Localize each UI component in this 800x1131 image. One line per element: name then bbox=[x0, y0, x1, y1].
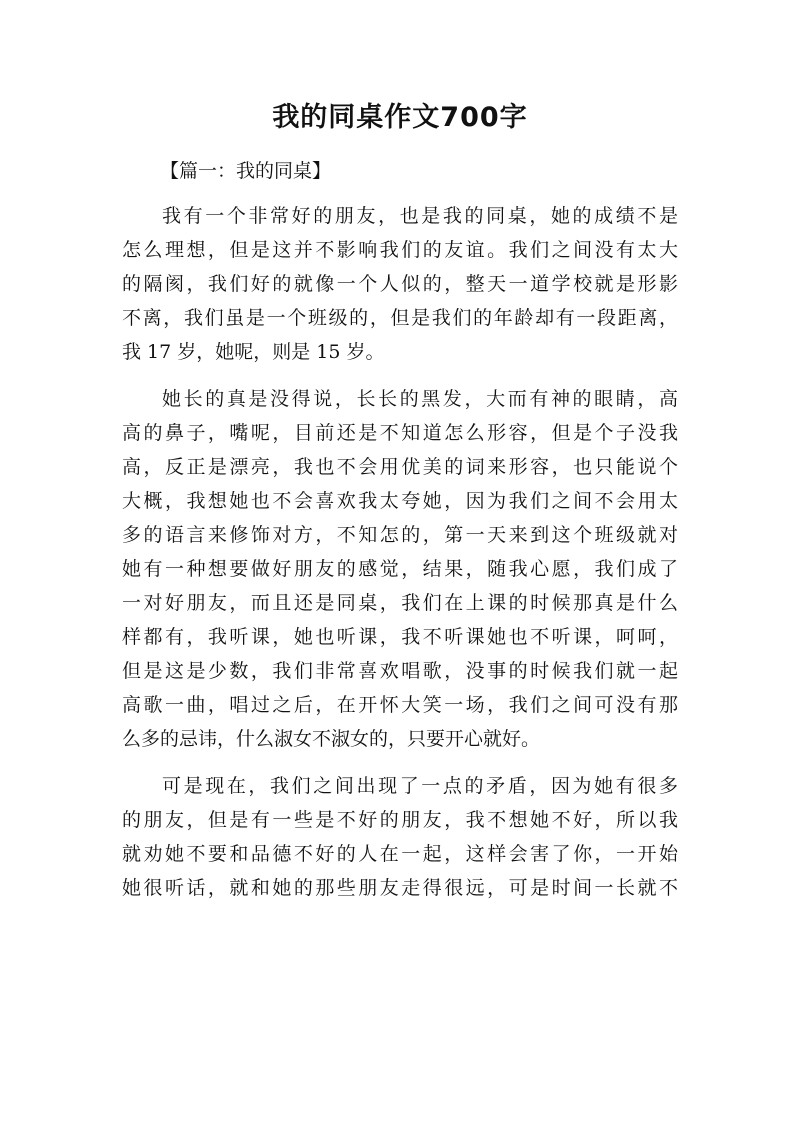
text-line: 她很听话，就和她的那些朋友走得很远，可是时间一长就不 bbox=[122, 877, 678, 899]
text-line: 么多的忌讳，什么淑女不淑女的，只要开心就好。 bbox=[122, 728, 541, 750]
text-line: 我有一个非常好的朋友，也是我的同桌，她的成绩不是 bbox=[162, 205, 678, 227]
text-line: 的朋友，但是有一些是不好的朋友，我不想她不好，所以我 bbox=[122, 809, 678, 831]
text-line: 我 17 岁，她呢，则是 15 岁。 bbox=[122, 341, 385, 363]
text-line: 她长的真是没得说，长长的黑发，大而有神的眼睛，高 bbox=[162, 388, 678, 410]
text-line: 不离，我们虽是一个班级的，但是我们的年龄却有一段距离， bbox=[122, 307, 678, 329]
section-heading: 【篇一：我的同桌】 bbox=[160, 160, 332, 182]
text-line: 样都有，我听课，她也听课，我不听课她也不听课，呵呵， bbox=[122, 626, 678, 648]
text-line: 怎么理想，但是这并不影响我们的友谊。我们之间没有太大 bbox=[122, 239, 678, 261]
paragraph-1 bbox=[122, 199, 678, 369]
text-line: 就劝她不要和品德不好的人在一起，这样会害了你，一开始 bbox=[122, 843, 678, 865]
text-line: 她有一种想要做好朋友的感觉，结果，随我心愿，我们成了 bbox=[122, 558, 678, 580]
paragraph-2 bbox=[122, 382, 678, 756]
text-line: 可是现在，我们之间出现了一点的矛盾，因为她有很多 bbox=[162, 775, 678, 797]
text-line: 多的语言来修饰对方，不知怎的，第一天来到这个班级就对 bbox=[122, 524, 678, 546]
text-line: 高的鼻子，嘴呢，目前还是不知道怎么形容，但是个子没我 bbox=[122, 422, 678, 444]
text-line: 但是这是少数，我们非常喜欢唱歌，没事的时候我们就一起 bbox=[122, 660, 678, 682]
text-line: 一对好朋友，而且还是同桌，我们在上课的时候那真是什么 bbox=[122, 592, 678, 614]
text-line: 大概，我想她也不会喜欢我太夸她，因为我们之间不会用太 bbox=[122, 490, 678, 512]
text-line: 高歌一曲，唱过之后，在开怀大笑一场，我们之间可没有那 bbox=[122, 694, 678, 716]
text-line: 高，反正是漂亮，我也不会用优美的词来形容，也只能说个 bbox=[122, 456, 678, 478]
document-body bbox=[122, 199, 678, 918]
text-line: 的隔阂，我们好的就像一个人似的，整天一道学校就是形影 bbox=[122, 273, 678, 295]
paragraph-3 bbox=[122, 769, 678, 905]
document-title: 我的同桌作文700字 bbox=[272, 102, 528, 133]
